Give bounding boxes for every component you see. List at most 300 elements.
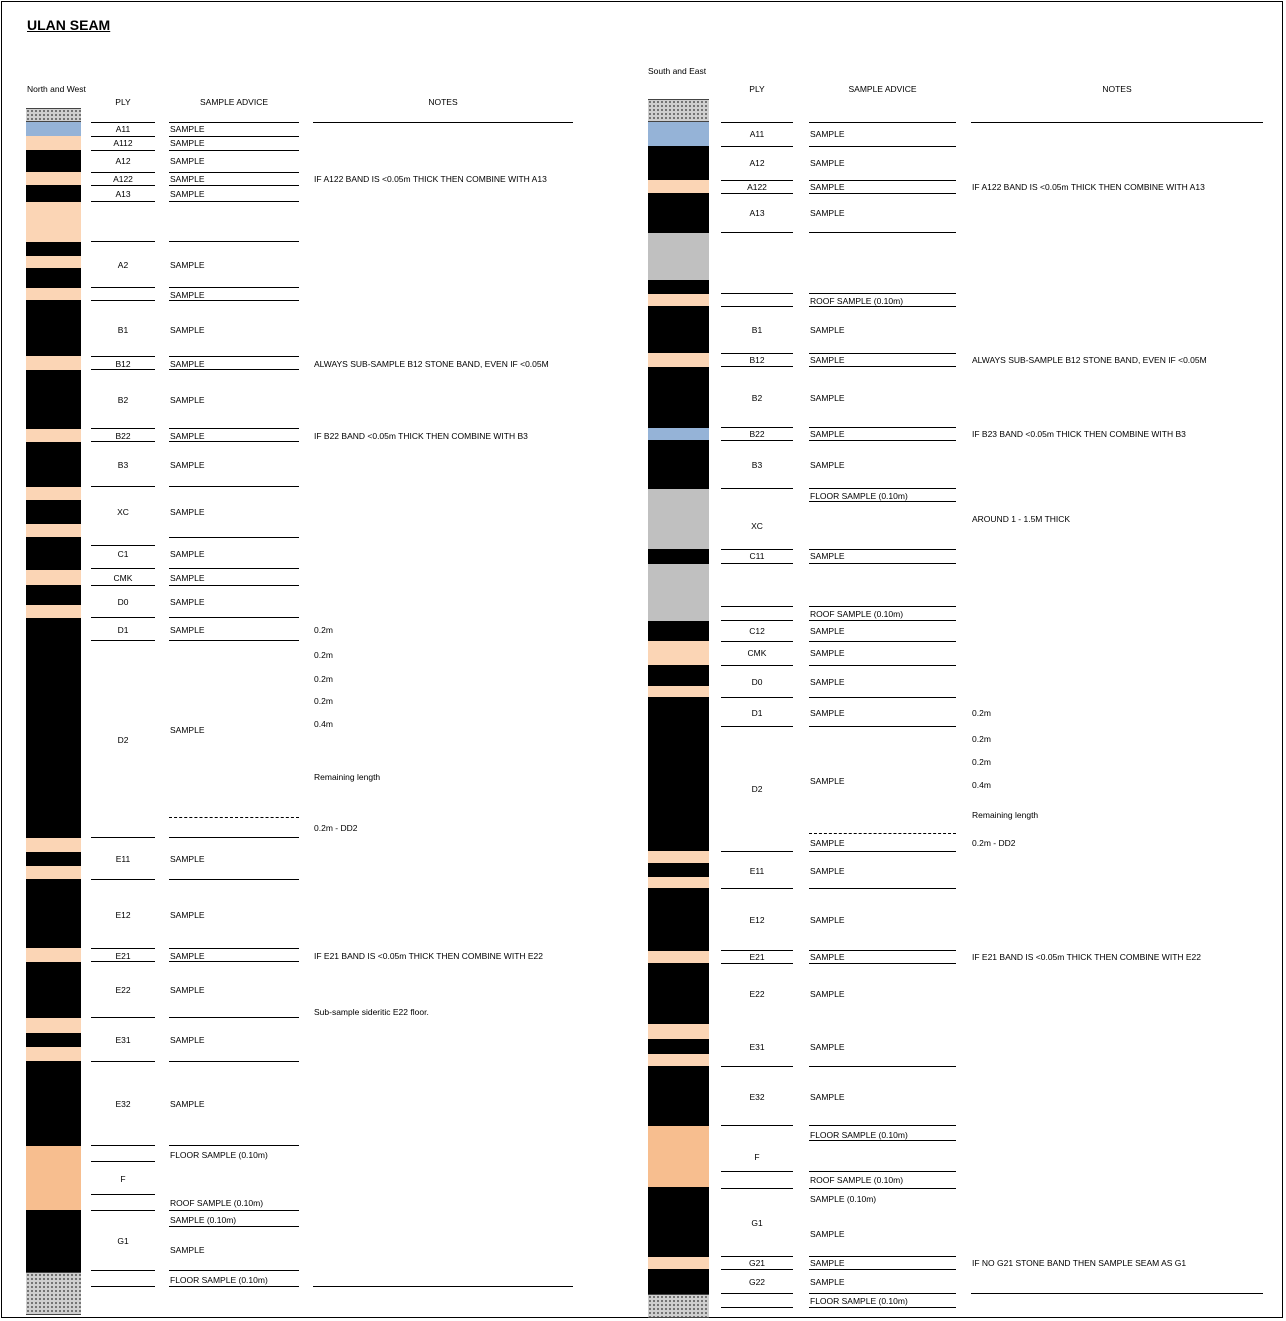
- sample-advice: ROOF SAMPLE (0.10m): [810, 296, 904, 306]
- sample-advice: SAMPLE: [170, 573, 205, 583]
- strata-layer: [26, 300, 81, 356]
- ply-label: F: [120, 1174, 126, 1184]
- ply-divider: [91, 136, 155, 137]
- sample-advice: SAMPLE: [170, 189, 205, 199]
- notes-divider: [313, 122, 573, 123]
- ply-divider: [721, 851, 793, 852]
- sample-advice: ROOF SAMPLE (0.10m): [810, 609, 904, 619]
- strata-layer: [648, 1024, 709, 1039]
- notes-divider: [971, 1293, 1263, 1294]
- note-text: 0.2m - DD2: [972, 838, 1016, 848]
- sample-advice: SAMPLE: [810, 1229, 845, 1239]
- strata-layer: [26, 852, 81, 866]
- strata-layer: [26, 838, 81, 852]
- ply-label: G1: [117, 1236, 129, 1246]
- ply-label: XC: [117, 507, 129, 517]
- advice-divider: [809, 563, 956, 564]
- strata-layer: [26, 150, 81, 172]
- ply-divider: [721, 306, 793, 307]
- ply-divider: [91, 1286, 155, 1287]
- note-text: IF A122 BAND IS <0.05m THICK THEN COMBINE WITH A13: [972, 182, 1205, 192]
- strata-layer: [26, 618, 81, 838]
- advice-divider: [809, 1293, 956, 1294]
- note-text: 0.2m: [972, 734, 991, 744]
- ply-divider: [91, 201, 155, 202]
- ply-divider: [721, 1293, 793, 1294]
- sample-advice: SAMPLE: [810, 551, 845, 561]
- advice-divider: [169, 1017, 299, 1018]
- advice-divider: [169, 241, 299, 242]
- strata-layer: [26, 172, 81, 185]
- ply-divider: [91, 1194, 155, 1195]
- note-text: 0.2m: [972, 708, 991, 718]
- strata-layer: [648, 146, 709, 180]
- ply-label: D0: [117, 597, 129, 607]
- sample-advice: SAMPLE: [170, 325, 205, 335]
- advice-divider: [809, 427, 956, 428]
- strata-layer: [648, 863, 709, 877]
- sample-advice: SAMPLE: [170, 854, 205, 864]
- strata-layer: [26, 500, 81, 524]
- sample-advice: SAMPLE: [810, 460, 845, 470]
- strata-layer: [648, 367, 709, 428]
- advice-divider: [169, 201, 299, 202]
- ply-label: E22: [115, 985, 131, 995]
- ply-label: E32: [115, 1099, 131, 1109]
- note-text: AROUND 1 - 1.5M THICK: [972, 514, 1071, 524]
- sample-advice: SAMPLE: [170, 431, 205, 441]
- strata-layer: [648, 697, 709, 851]
- advice-divider: [169, 172, 299, 173]
- strata-layer: [26, 537, 81, 570]
- ply-label: E32: [749, 1092, 765, 1102]
- ply-label: CMK: [113, 573, 133, 583]
- notes-header-left: NOTES: [428, 97, 458, 107]
- notes-divider: [971, 122, 1263, 123]
- ply-divider: [721, 549, 793, 550]
- ply-label: B3: [751, 460, 763, 470]
- ply-label: E21: [749, 952, 765, 962]
- ply-divider: [91, 1161, 155, 1162]
- sample-advice: SAMPLE: [810, 776, 845, 786]
- strata-layer: [26, 866, 81, 879]
- strata-layer: [648, 1054, 709, 1066]
- ply-label: E22: [749, 989, 765, 999]
- advice-divider: [169, 537, 299, 538]
- sample-advice: SAMPLE: [810, 915, 845, 925]
- note-text: IF E21 BAND IS <0.05m THICK THEN COMBINE WITH E22: [314, 951, 544, 961]
- strata-layer: [648, 193, 709, 233]
- strata-layer: [648, 1187, 709, 1257]
- ply-divider: [91, 1061, 155, 1062]
- advice-divider: [809, 1140, 956, 1141]
- ply-divider: [721, 563, 793, 564]
- ply-label: A11: [115, 124, 131, 134]
- strata-layer: [648, 280, 709, 294]
- ply-label: B3: [117, 460, 129, 470]
- advice-divider: [809, 620, 956, 621]
- advice-divider: [169, 369, 299, 370]
- sample-advice: SAMPLE: [170, 460, 205, 470]
- note-text: ALWAYS SUB-SAMPLE B12 STONE BAND, EVEN IF <0.05M: [314, 359, 549, 369]
- sample-advice: ROOF SAMPLE (0.10m): [170, 1198, 264, 1208]
- ply-divider: [91, 1017, 155, 1018]
- advice-divider: [169, 1210, 299, 1211]
- note-text: 0.2m: [314, 650, 333, 660]
- advice-divider: [809, 1171, 956, 1172]
- advice-divider: [169, 837, 299, 838]
- sample-advice: SAMPLE: [810, 838, 845, 848]
- advice-divider: [169, 1145, 299, 1146]
- sample-advice: ROOF SAMPLE (0.10m): [810, 1175, 904, 1185]
- ply-divider: [91, 961, 155, 962]
- advice-divider: [809, 122, 956, 123]
- strata-layer: [26, 962, 81, 1018]
- ply-divider: [91, 300, 155, 301]
- ply-header-right: PLY: [749, 84, 765, 94]
- sample-advice: SAMPLE (0.10m): [810, 1194, 877, 1204]
- ply-label: A2: [117, 260, 129, 270]
- sample-advice: SAMPLE: [810, 158, 845, 168]
- strata-layer: [26, 1033, 81, 1047]
- strata-layer: [648, 851, 709, 863]
- ply-divider: [721, 1171, 793, 1172]
- ply-label: D0: [751, 677, 763, 687]
- sample-advice: SAMPLE: [170, 951, 205, 961]
- ply-divider: [721, 1256, 793, 1257]
- ply-label: G22: [748, 1277, 766, 1287]
- strata-layer: [26, 122, 81, 136]
- advice-divider: [169, 568, 299, 569]
- ply-label: A12: [749, 158, 765, 168]
- strata-layer: [648, 122, 709, 146]
- strata-layer: [26, 879, 81, 948]
- sample-advice: SAMPLE: [810, 626, 845, 636]
- strata-layer: [648, 294, 709, 306]
- advice-divider: [809, 440, 956, 441]
- note-text: Sub-sample sideritic E22 floor.: [314, 1007, 429, 1017]
- ply-divider: [721, 1066, 793, 1067]
- ply-divider: [721, 665, 793, 666]
- strata-layer: [26, 1061, 81, 1146]
- advice-divider: [809, 697, 956, 698]
- sample-advice: SAMPLE: [810, 355, 845, 365]
- advice-divider: [169, 817, 299, 818]
- strata-layer: [648, 1066, 709, 1126]
- ply-label: E31: [115, 1035, 131, 1045]
- advice-divider: [809, 146, 956, 147]
- notes-header-right: NOTES: [1102, 84, 1132, 94]
- strata-layer: [26, 136, 81, 150]
- sample-advice: SAMPLE: [170, 359, 205, 369]
- sample-advice: SAMPLE: [810, 1258, 845, 1268]
- notes-divider: [313, 1286, 573, 1287]
- ply-label: XC: [751, 521, 763, 531]
- advice-divider: [169, 122, 299, 123]
- advice-divider: [809, 641, 956, 642]
- ply-divider: [91, 568, 155, 569]
- sample-advice: FLOOR SAMPLE (0.10m): [810, 491, 908, 501]
- ply-label: D1: [117, 625, 129, 635]
- sample-advice: SAMPLE: [810, 677, 845, 687]
- sample-advice: SAMPLE (0.10m): [170, 1215, 237, 1225]
- note-text: 0.2m: [972, 757, 991, 767]
- ply-divider: [721, 1269, 793, 1270]
- ply-divider: [91, 640, 155, 641]
- ply-divider: [721, 606, 793, 607]
- ply-divider: [91, 948, 155, 949]
- note-text: Remaining length: [972, 810, 1039, 820]
- advice-divider: [809, 1256, 956, 1257]
- advice-divider: [809, 833, 956, 834]
- advice-divider: [809, 366, 956, 367]
- ply-label: E12: [115, 910, 131, 920]
- advice-divider: [169, 300, 299, 301]
- strata-layer: [26, 356, 81, 370]
- ply-label: E21: [115, 951, 131, 961]
- ply-label: E11: [749, 866, 765, 876]
- advice-divider: [169, 136, 299, 137]
- advice-divider: [169, 486, 299, 487]
- sample-advice: SAMPLE: [170, 124, 205, 134]
- ply-label: A13: [749, 208, 765, 218]
- ply-divider: [91, 185, 155, 186]
- advice-divider: [169, 879, 299, 880]
- sample-advice: SAMPLE: [810, 1277, 845, 1287]
- advice-divider: [169, 585, 299, 586]
- sample-advice: SAMPLE: [810, 989, 845, 999]
- sample-advice: FLOOR SAMPLE (0.10m): [170, 1275, 268, 1285]
- ply-label: A11: [749, 129, 765, 139]
- strata-layer: [648, 233, 709, 280]
- strata-layer: [648, 353, 709, 367]
- ply-divider: [721, 122, 793, 123]
- ply-divider: [91, 1145, 155, 1146]
- advice-divider: [169, 1226, 299, 1227]
- advice-divider: [809, 1125, 956, 1126]
- ply-divider: [721, 293, 793, 294]
- ply-divider: [91, 486, 155, 487]
- sample-advice: SAMPLE: [170, 1245, 205, 1255]
- note-text: IF B23 BAND <0.05m THICK THEN COMBINE WITH B3: [972, 429, 1186, 439]
- ply-label: B12: [749, 355, 765, 365]
- advice-divider: [809, 665, 956, 666]
- ply-divider: [91, 545, 155, 546]
- sample-advice: SAMPLE: [810, 648, 845, 658]
- advice-divider: [169, 1286, 299, 1287]
- ply-divider: [91, 122, 155, 123]
- strata-layer: [26, 256, 81, 268]
- sample-advice: SAMPLE: [170, 156, 205, 166]
- ply-label: B12: [115, 359, 131, 369]
- strata-layer: [26, 185, 81, 202]
- advice-divider: [809, 1066, 956, 1067]
- note-text: 0.2m: [314, 696, 333, 706]
- sample-advice: SAMPLE: [810, 1042, 845, 1052]
- strata-layer: [648, 489, 709, 549]
- ply-divider: [91, 369, 155, 370]
- ply-label: G21: [748, 1258, 766, 1268]
- ply-label: F: [754, 1152, 760, 1162]
- sample-advice: FLOOR SAMPLE (0.10m): [810, 1296, 908, 1306]
- sample-advice: SAMPLE: [170, 174, 205, 184]
- ply-label: B1: [751, 325, 763, 335]
- ply-divider: [91, 617, 155, 618]
- ply-divider: [721, 440, 793, 441]
- advice-divider: [169, 356, 299, 357]
- strata-layer: [26, 524, 81, 537]
- ply-divider: [91, 287, 155, 288]
- ply-label: A112: [113, 138, 133, 148]
- floor-layer: [26, 1272, 81, 1315]
- sample-advice: SAMPLE: [170, 507, 205, 517]
- ply-divider: [721, 726, 793, 727]
- strata-layer: [26, 1146, 81, 1210]
- strata-layer: [26, 487, 81, 500]
- strata-layer: [648, 306, 709, 353]
- ply-divider: [721, 888, 793, 889]
- advice-divider: [809, 888, 956, 889]
- strata-column-south-east: [648, 99, 709, 1318]
- sample-advice: SAMPLE: [170, 597, 205, 607]
- strata-layer: [648, 951, 709, 963]
- strata-layer: [648, 888, 709, 951]
- strata-layer: [648, 1126, 709, 1187]
- floor-layer: [648, 1294, 709, 1318]
- ply-divider: [721, 641, 793, 642]
- sample-advice: FLOOR SAMPLE (0.10m): [170, 1150, 268, 1160]
- sample-advice: SAMPLE: [810, 708, 845, 718]
- overburden-layer: [648, 99, 709, 122]
- note-text: 0.2m: [314, 625, 333, 635]
- ply-label: C12: [749, 626, 765, 636]
- sample-advice: SAMPLE: [810, 325, 845, 335]
- advice-divider: [809, 851, 956, 852]
- strata-layer: [648, 665, 709, 686]
- sample-advice: SAMPLE: [810, 952, 845, 962]
- strata-layer: [26, 1210, 81, 1272]
- overburden-layer: [26, 108, 81, 122]
- note-text: 0.2m: [314, 674, 333, 684]
- advice-divider: [809, 1269, 956, 1270]
- sample-advice: SAMPLE: [170, 549, 205, 559]
- strata-layer: [26, 570, 81, 585]
- ply-label: E31: [749, 1042, 765, 1052]
- strata-layer: [648, 564, 709, 621]
- strata-layer: [648, 641, 709, 665]
- sample-advice: SAMPLE: [810, 429, 845, 439]
- sample-advice: SAMPLE: [170, 985, 205, 995]
- ply-label: D2: [117, 735, 129, 745]
- strata-layer: [648, 549, 709, 564]
- sample-advice: SAMPLE: [810, 866, 845, 876]
- ply-divider: [721, 697, 793, 698]
- strata-column-north-west: [26, 108, 81, 1315]
- ply-label: C1: [117, 549, 129, 559]
- ply-divider: [721, 180, 793, 181]
- sample-advice: SAMPLE: [810, 182, 845, 192]
- sample-advice: SAMPLE: [170, 725, 205, 735]
- note-text: IF NO G21 STONE BAND THEN SAMPLE SEAM AS G1: [972, 1258, 1187, 1268]
- advice-divider: [809, 963, 956, 964]
- advice-divider: [809, 549, 956, 550]
- strata-layer: [648, 686, 709, 697]
- section-title-north-west: North and West: [27, 84, 86, 94]
- advice-divider: [809, 306, 956, 307]
- strata-layer: [26, 948, 81, 962]
- ply-label: D1: [751, 708, 763, 718]
- note-text: 0.4m: [314, 719, 333, 729]
- advice-divider: [169, 961, 299, 962]
- sample-advice: SAMPLE: [170, 1035, 205, 1045]
- advice-divider: [169, 1061, 299, 1062]
- ply-label: B22: [115, 431, 131, 441]
- advice-divider: [169, 185, 299, 186]
- ply-label: G1: [751, 1218, 763, 1228]
- ply-divider: [721, 353, 793, 354]
- ply-divider: [91, 441, 155, 442]
- advice-divider: [809, 1188, 956, 1189]
- sample-advice: SAMPLE: [810, 393, 845, 403]
- ply-label: B2: [751, 393, 763, 403]
- sample-advice: SAMPLE: [170, 625, 205, 635]
- ply-divider: [721, 488, 793, 489]
- strata-layer: [26, 288, 81, 300]
- ply-label: A13: [115, 189, 131, 199]
- ply-divider: [721, 146, 793, 147]
- note-text: IF E21 BAND IS <0.05m THICK THEN COMBINE WITH E22: [972, 952, 1202, 962]
- strata-layer: [26, 605, 81, 618]
- advice-divider: [169, 1270, 299, 1271]
- advice-divider: [169, 441, 299, 442]
- ply-label: B1: [117, 325, 129, 335]
- ply-divider: [721, 1188, 793, 1189]
- note-text: IF B22 BAND <0.05m THICK THEN COMBINE WITH B3: [314, 431, 528, 441]
- sample-advice: SAMPLE: [810, 1092, 845, 1102]
- ply-divider: [91, 356, 155, 357]
- strata-layer: [648, 440, 709, 489]
- ply-label: E11: [115, 854, 131, 864]
- advice-divider: [809, 353, 956, 354]
- advice-divider: [169, 428, 299, 429]
- advice-divider: [169, 287, 299, 288]
- sample-advice: SAMPLE: [170, 1099, 205, 1109]
- strata-layer: [26, 202, 81, 242]
- ply-divider: [721, 1307, 793, 1308]
- ply-divider: [91, 1210, 155, 1211]
- strata-layer: [26, 1018, 81, 1033]
- sample-advice: SAMPLE: [170, 138, 205, 148]
- strata-layer: [26, 429, 81, 442]
- strata-layer: [648, 1269, 709, 1294]
- advice-divider: [169, 640, 299, 641]
- strata-layer: [648, 621, 709, 641]
- advice-divider: [809, 488, 956, 489]
- ply-divider: [721, 963, 793, 964]
- strata-layer: [648, 1039, 709, 1054]
- ply-divider: [91, 1270, 155, 1271]
- ply-divider: [721, 366, 793, 367]
- sample-advice: SAMPLE: [170, 290, 205, 300]
- ply-divider: [91, 428, 155, 429]
- section-title-south-east: South and East: [648, 66, 707, 76]
- sample-advice: SAMPLE: [170, 260, 205, 270]
- ply-label: C11: [749, 551, 765, 561]
- ply-divider: [91, 837, 155, 838]
- advice-divider: [809, 193, 956, 194]
- strata-layer: [26, 1047, 81, 1061]
- sample-advice: SAMPLE: [810, 129, 845, 139]
